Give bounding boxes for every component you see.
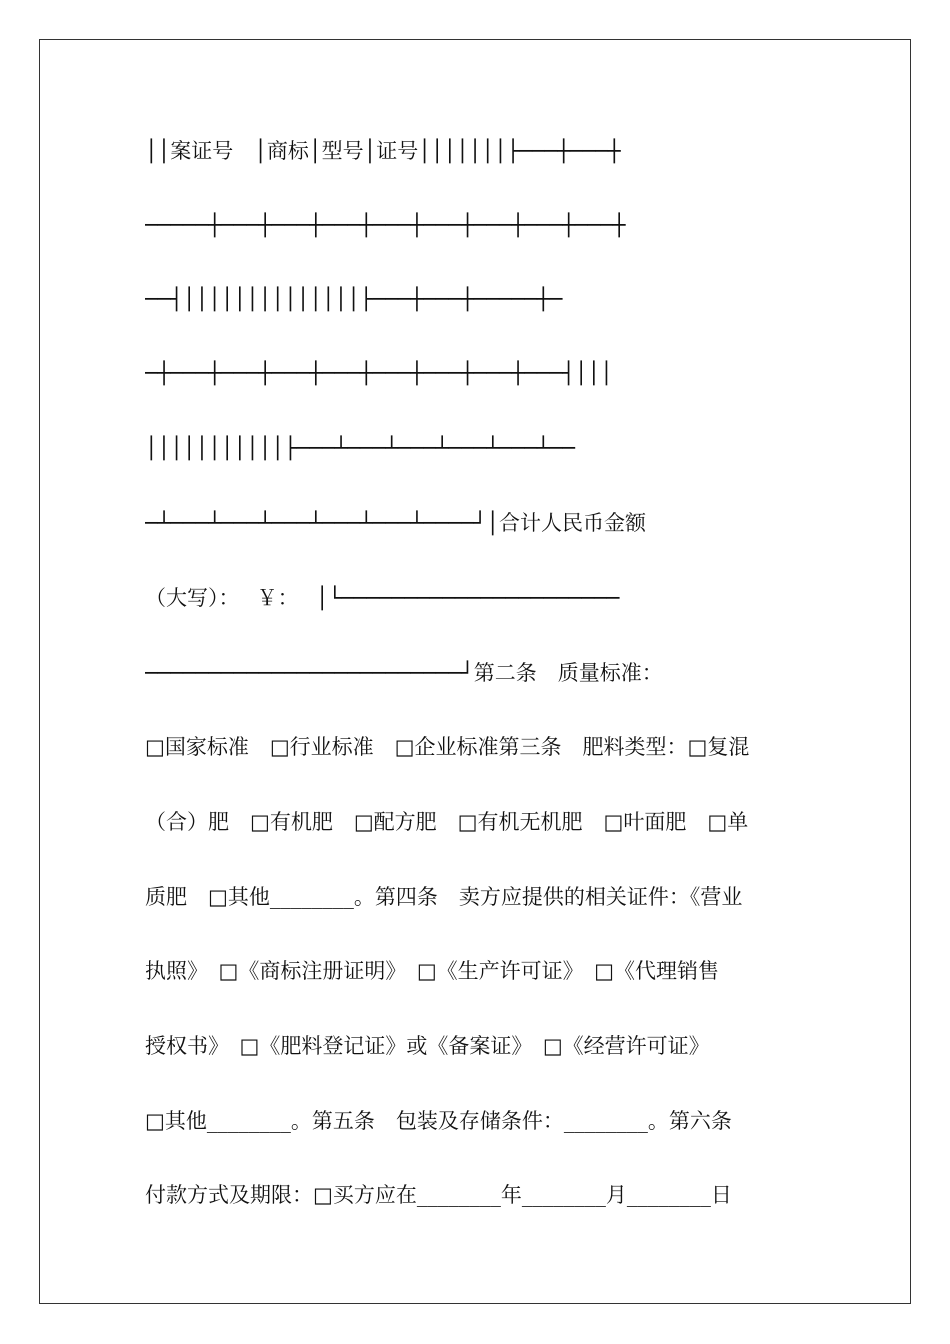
text-line: ─────┼───┼───┼───┼───┼───┼───┼───┼───┼ xyxy=(145,213,626,237)
table-row-separator xyxy=(145,353,805,393)
text-line: ││案证号 │商标│型号│证号│││││││├───┼───┼ xyxy=(145,139,621,163)
table-row-header xyxy=(145,131,805,171)
text-line: □国家标准 □行业标准 □企业标准第三条 肥料类型：□复混 xyxy=(145,735,750,759)
payment-terms xyxy=(145,1175,805,1215)
text-line: 授权书》 □《肥料登记证》或《备案证》 □《经营许可证》 xyxy=(145,1034,710,1058)
text-line: （合）肥 □有机肥 □配方肥 □有机无机肥 □叶面肥 □单 xyxy=(145,810,749,834)
fertilizer-type-options xyxy=(145,802,805,842)
text-line: ─┼───┼───┼───┼───┼───┼───┼───┼───┤│││ xyxy=(145,361,613,385)
text-line: （大写）： ￥： │└────────────────────── xyxy=(145,586,620,610)
table-row-empty xyxy=(145,279,805,319)
table-row-amount xyxy=(145,578,805,618)
text-line: □其他________。第五条 包装及存储条件：________。第六条 xyxy=(145,1109,732,1133)
table-row-total xyxy=(145,503,805,543)
table-row-separator xyxy=(145,205,805,245)
article-two-heading xyxy=(145,653,805,693)
text-line: ──┤││││││││││││││├───┼───┼─────┼─ xyxy=(145,287,563,311)
text-line: │││││││││││├───┴───┴───┴───┴───┴── xyxy=(145,436,575,460)
certificate-options xyxy=(145,1026,805,1066)
article-five-heading xyxy=(145,1101,805,1141)
article-four-heading xyxy=(145,877,805,917)
text-line: 执照》 □《商标注册证明》 □《生产许可证》 □《代理销售 xyxy=(145,959,720,983)
certificate-options xyxy=(145,951,805,991)
text-line: 付款方式及期限：□买方应在________年________月________日 xyxy=(145,1183,732,1207)
quality-standard-options xyxy=(145,727,805,767)
text-line: 质肥 □其他________。第四条 卖方应提供的相关证件：《营业 xyxy=(145,885,743,909)
text-line: ─────────────────────────┘第二条 质量标准： xyxy=(145,661,663,685)
table-row-empty xyxy=(145,428,805,468)
text-line: ─┴───┴───┴───┴───┴───┴────┘│合计人民币金额 xyxy=(145,511,647,535)
